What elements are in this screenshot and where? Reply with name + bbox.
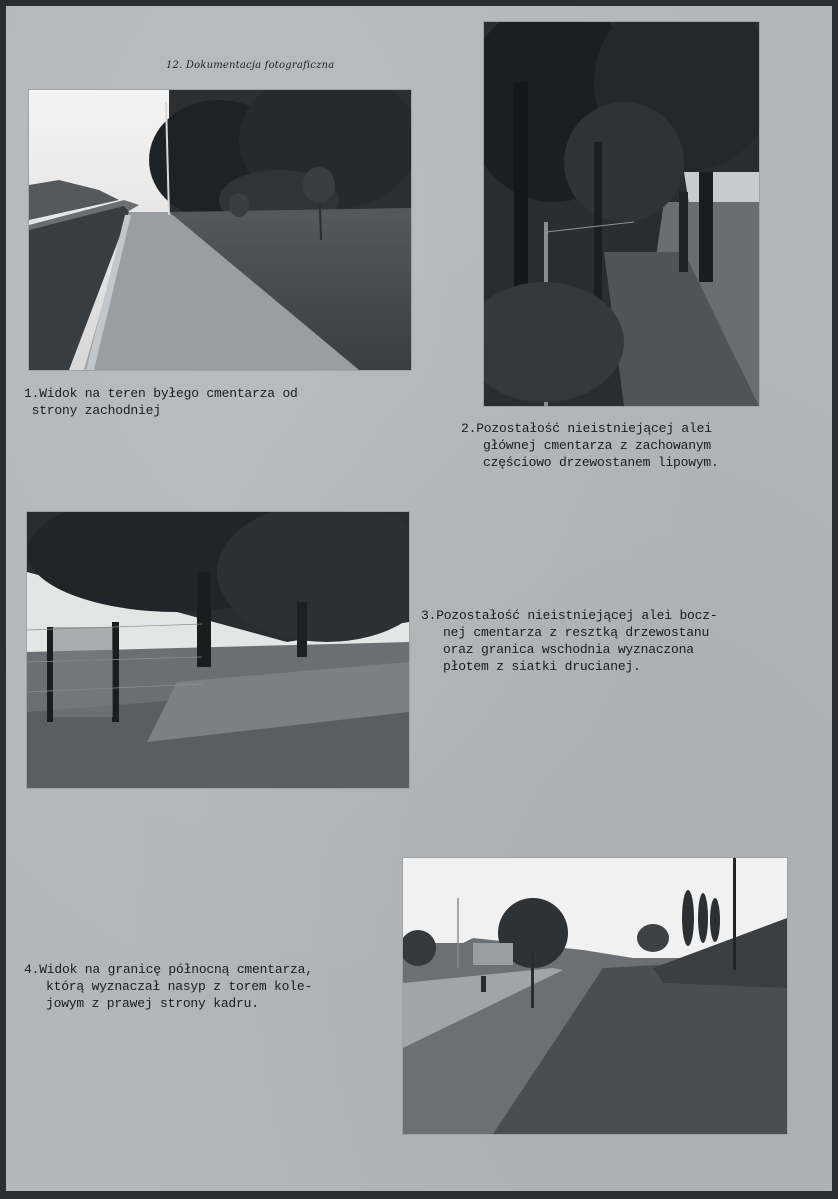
- photo-2-number: 2.: [461, 421, 477, 436]
- page-title: 12. Dokumentacja fotograficzna: [166, 60, 335, 71]
- photo-3-number: 3.: [421, 608, 437, 623]
- photo-2-caption-line-3: częściowo drzewostanem lipowym.: [483, 455, 719, 470]
- photo-1-caption-line-2: strony zachodniej: [24, 403, 161, 418]
- photo-3-caption-line-3: oraz granica wschodnia wyznaczona: [443, 642, 694, 657]
- photo-1-caption: [24, 385, 298, 419]
- photo-1-number: 1.: [24, 386, 40, 401]
- document-page: [6, 6, 832, 1191]
- photo-4-number: 4.: [24, 962, 40, 977]
- photo-3-caption: [421, 607, 717, 675]
- photo-3-caption-line-4: płotem z siatki drucianej.: [443, 659, 641, 674]
- photo-2-caption-line-2: głównej cmentarza z zachowanym: [483, 438, 712, 453]
- photo-4-caption-line-3: jowym z prawej strony kadru.: [46, 996, 259, 1011]
- photo-4-caption-line-1: Widok na granicę północną cmentarza,: [39, 962, 313, 977]
- photo-2-caption: [461, 420, 719, 471]
- photo-3-caption-line-2: nej cmentarza z resztką drzewostanu: [443, 625, 710, 640]
- photo-1: [29, 90, 411, 370]
- photo-3-caption-line-1: Pozostałość nieistniejącej alei bocz-: [436, 608, 718, 623]
- photo-4-caption-line-2: którą wyznaczał nasyp z torem kole-: [46, 979, 313, 994]
- photo-2: [484, 22, 759, 406]
- photo-4: [403, 858, 787, 1134]
- photo-4-caption: [24, 961, 313, 1012]
- photo-3: [27, 512, 409, 788]
- photo-2-caption-line-1: Pozostałość nieistniejącej alei: [476, 421, 712, 436]
- photo-1-caption-line-1: Widok na teren byłego cmentarza od: [39, 386, 298, 401]
